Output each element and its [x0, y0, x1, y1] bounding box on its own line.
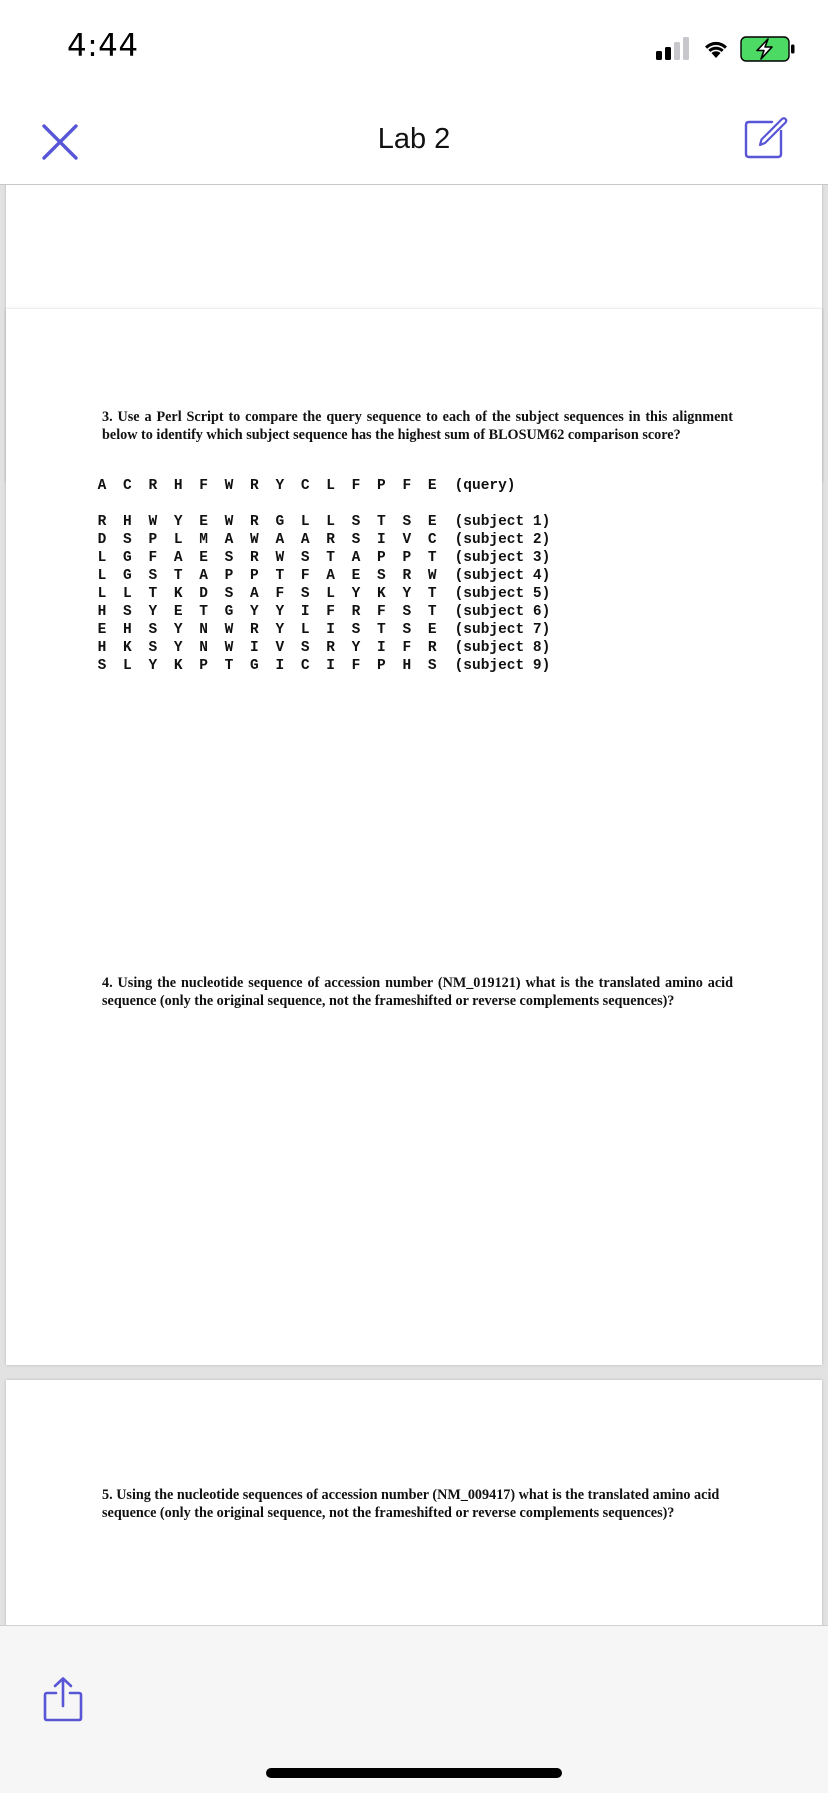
residue: I — [326, 658, 335, 674]
residue: F — [275, 586, 285, 602]
share-icon[interactable] — [42, 1676, 84, 1722]
residue: D — [199, 586, 208, 602]
residue: H — [97, 604, 107, 620]
residue: W — [275, 550, 285, 566]
residue: Y — [275, 604, 285, 620]
residue: S — [148, 568, 158, 584]
residue: T — [326, 550, 335, 566]
residue: R — [250, 514, 259, 530]
residue: Y — [275, 478, 285, 494]
status-time: 4:44 — [67, 28, 139, 64]
residue: C — [300, 478, 310, 494]
residue: Y — [250, 604, 259, 620]
residue: T — [427, 604, 437, 620]
residue: E — [97, 622, 107, 638]
residue: E — [173, 604, 183, 620]
residue: P — [377, 658, 386, 674]
residue: F — [402, 640, 412, 656]
residue: W — [224, 514, 234, 530]
residue: S — [123, 532, 132, 548]
residue: C — [123, 478, 132, 494]
residue: I — [275, 658, 285, 674]
residue: T — [377, 622, 386, 638]
residue: L — [97, 568, 107, 584]
residue: A — [351, 550, 361, 566]
residue: R — [250, 550, 259, 566]
residue: A — [173, 550, 183, 566]
sequence-label: (subject 5) — [454, 586, 551, 602]
residue: W — [224, 478, 234, 494]
residue: S — [224, 550, 234, 566]
residue: L — [300, 514, 310, 530]
residue: F — [402, 478, 412, 494]
residue: G — [123, 550, 132, 566]
battery-charging-icon — [740, 36, 796, 62]
residue: R — [351, 604, 361, 620]
residue: M — [199, 532, 208, 548]
residue: Y — [351, 586, 361, 602]
residue: P — [148, 532, 158, 548]
residue: Y — [173, 514, 183, 530]
residue: F — [377, 604, 386, 620]
residue: W — [224, 640, 234, 656]
residue: R — [326, 640, 335, 656]
residue: P — [224, 568, 234, 584]
residue: W — [427, 568, 437, 584]
residue: H — [173, 478, 183, 494]
residue: P — [199, 658, 208, 674]
sequence-label: (subject 3) — [454, 550, 551, 566]
residue: S — [97, 658, 107, 674]
sequence-label: (subject 4) — [454, 568, 551, 584]
sequence-label: (subject 9) — [454, 658, 551, 674]
residue: L — [123, 586, 132, 602]
residue: Y — [351, 640, 361, 656]
question-4-text: 4. Using the nucleotide sequence of accession number (NM_019121) what is the translated amino acid sequence (only the original sequence, not the frameshifted or reverse complements sequences)? — [102, 975, 733, 1009]
residue: S — [300, 640, 310, 656]
sequence-label: (subject 2) — [454, 532, 551, 548]
residue: S — [351, 532, 361, 548]
residue: I — [377, 640, 386, 656]
residue: L — [97, 586, 107, 602]
residue: I — [326, 622, 335, 638]
residue: T — [173, 568, 183, 584]
residue: F — [300, 568, 310, 584]
sequence-label: (subject 1) — [454, 514, 551, 530]
residue: N — [199, 622, 208, 638]
residue: E — [199, 550, 208, 566]
residue: S — [300, 586, 310, 602]
residue: R — [250, 478, 259, 494]
residue: P — [402, 550, 412, 566]
residue: Y — [173, 622, 183, 638]
residue: R — [427, 640, 437, 656]
residue: G — [250, 658, 259, 674]
status-bar — [0, 0, 828, 92]
residue: S — [123, 604, 132, 620]
residue: T — [148, 586, 158, 602]
residue: L — [326, 478, 335, 494]
page-3 — [6, 1380, 822, 1625]
page-2 — [6, 309, 822, 1365]
residue: S — [351, 622, 361, 638]
residue: T — [199, 604, 208, 620]
residue: P — [250, 568, 259, 584]
residue: T — [427, 586, 437, 602]
residue: S — [427, 658, 437, 674]
residue: E — [351, 568, 361, 584]
residue: R — [148, 478, 158, 494]
residue: F — [199, 478, 208, 494]
residue: A — [224, 532, 234, 548]
residue: L — [326, 586, 335, 602]
residue: A — [300, 532, 310, 548]
residue: I — [377, 532, 386, 548]
home-indicator[interactable] — [266, 1768, 562, 1778]
residue: T — [224, 658, 234, 674]
residue: A — [199, 568, 208, 584]
residue: S — [148, 622, 158, 638]
residue: H — [123, 622, 132, 638]
residue: S — [402, 604, 412, 620]
residue: V — [275, 640, 285, 656]
sequence-label: (query) — [454, 478, 516, 494]
residue: W — [148, 514, 158, 530]
residue: A — [275, 532, 285, 548]
nav-bar — [0, 92, 828, 185]
residue: S — [300, 550, 310, 566]
residue: H — [402, 658, 412, 674]
residue: N — [199, 640, 208, 656]
residue: L — [123, 658, 132, 674]
document-title: Lab 2 — [377, 123, 451, 155]
residue: F — [326, 604, 335, 620]
residue: K — [377, 586, 386, 602]
residue: S — [148, 640, 158, 656]
question-5-text: 5. Using the nucleotide sequences of accession number (NM_009417) what is the translated amino acid sequence (only the original sequence, not the frameshifted or reverse complements sequences)? — [102, 1487, 720, 1521]
residue: T — [275, 568, 285, 584]
residue: E — [427, 514, 437, 530]
residue: K — [173, 658, 183, 674]
residue: H — [123, 514, 132, 530]
residue: K — [123, 640, 132, 656]
residue: H — [97, 640, 107, 656]
residue: P — [377, 478, 386, 494]
edit-icon[interactable] — [742, 115, 788, 161]
residue: T — [427, 550, 437, 566]
residue: Y — [402, 586, 412, 602]
residue: T — [377, 514, 386, 530]
residue: R — [97, 514, 107, 530]
residue: I — [250, 640, 259, 656]
residue: R — [402, 568, 412, 584]
residue: L — [97, 550, 107, 566]
residue: A — [250, 586, 259, 602]
residue: S — [377, 568, 386, 584]
residue: D — [97, 532, 107, 548]
residue: W — [224, 622, 234, 638]
residue: A — [326, 568, 335, 584]
residue: L — [326, 514, 335, 530]
residue: Y — [275, 622, 285, 638]
residue: Y — [148, 604, 158, 620]
residue: R — [326, 532, 335, 548]
residue: C — [300, 658, 310, 674]
residue: Y — [148, 658, 158, 674]
cellular-signal-icon — [656, 36, 692, 60]
residue: F — [148, 550, 158, 566]
residue: E — [199, 514, 208, 530]
sequence-label: (subject 7) — [454, 622, 551, 638]
residue: G — [275, 514, 285, 530]
residue: V — [402, 532, 412, 548]
residue: C — [427, 532, 437, 548]
residue: L — [173, 532, 183, 548]
sequence-label: (subject 8) — [454, 640, 551, 656]
residue: S — [351, 514, 361, 530]
residue: E — [427, 478, 437, 494]
residue: S — [224, 586, 234, 602]
residue: Y — [173, 640, 183, 656]
wifi-icon — [702, 36, 730, 60]
sequence-label: (subject 6) — [454, 604, 551, 620]
residue: P — [377, 550, 386, 566]
question-3-text: 3. Use a Perl Script to compare the query sequence to each of the subject sequences in this alignment below to identify which subject sequence has the highest sum of BLOSUM62 comparison score? — [102, 409, 733, 443]
residue: G — [123, 568, 132, 584]
residue: W — [250, 532, 259, 548]
residue: E — [427, 622, 437, 638]
residue: F — [351, 478, 361, 494]
residue: R — [250, 622, 259, 638]
residue: S — [402, 622, 412, 638]
residue: I — [300, 604, 310, 620]
residue: F — [351, 658, 361, 674]
residue: S — [402, 514, 412, 530]
residue: L — [300, 622, 310, 638]
residue: A — [97, 478, 107, 494]
residue: K — [173, 586, 183, 602]
document-viewer[interactable] — [0, 185, 828, 1625]
bottom-toolbar — [0, 1625, 828, 1793]
residue: G — [224, 604, 234, 620]
